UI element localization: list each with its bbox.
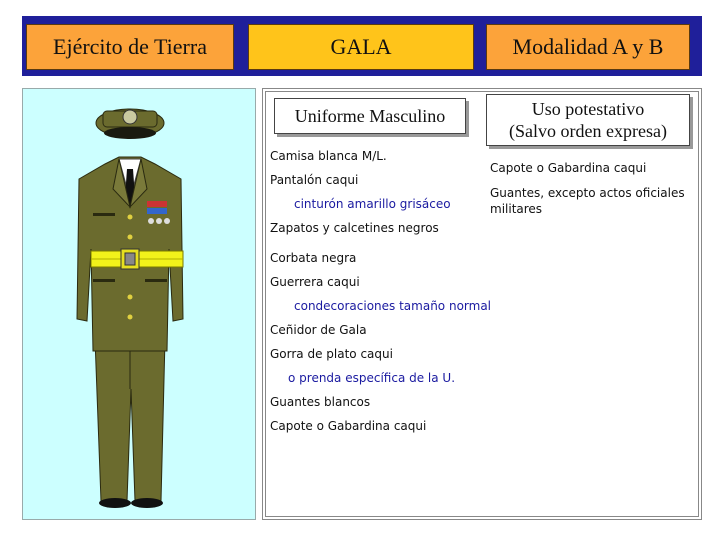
optional-item: Capote o Gabardina caqui <box>490 161 647 175</box>
army-label: Ejército de Tierra <box>26 24 234 70</box>
list-item: Guantes blancos <box>270 395 371 409</box>
optional-use-title-line1: Uso potestativo <box>531 99 645 119</box>
list-item: Ceñidor de Gala <box>270 323 367 337</box>
uniform-title: Uniforme Masculino <box>274 98 466 134</box>
shoe-icon <box>131 498 163 508</box>
header-bar <box>22 16 702 76</box>
uniform-illustration-panel <box>22 88 256 520</box>
list-item: o prenda específica de la U. <box>288 371 456 385</box>
list-item: Gorra de plato caqui <box>270 347 393 361</box>
optional-use-title-line2: (Salvo orden expresa) <box>509 121 667 141</box>
list-item: Guerrera caqui <box>270 275 360 289</box>
list-item: cinturón amarillo grisáceo <box>294 197 451 211</box>
list-item: Camisa blanca M/L. <box>270 149 387 163</box>
shoe-icon <box>99 498 131 508</box>
list-item: Corbata negra <box>270 251 357 265</box>
gala-sash-icon <box>91 249 183 269</box>
modality-label: Modalidad A y B <box>486 24 690 70</box>
list-item: Capote o Gabardina caqui <box>270 419 427 433</box>
uniform-illustration <box>23 89 257 521</box>
list-item: condecoraciones tamaño normal <box>294 299 492 313</box>
list-item: Pantalón caqui <box>270 173 359 187</box>
optional-item: Guantes, excepto actos oficiales militares <box>490 186 685 216</box>
trousers-icon <box>95 339 165 501</box>
uniform-type-label: GALA <box>248 24 474 70</box>
peaked-cap-icon <box>96 109 164 139</box>
optional-use-title <box>486 94 690 146</box>
list-item: Zapatos y calcetines negros <box>270 221 439 235</box>
